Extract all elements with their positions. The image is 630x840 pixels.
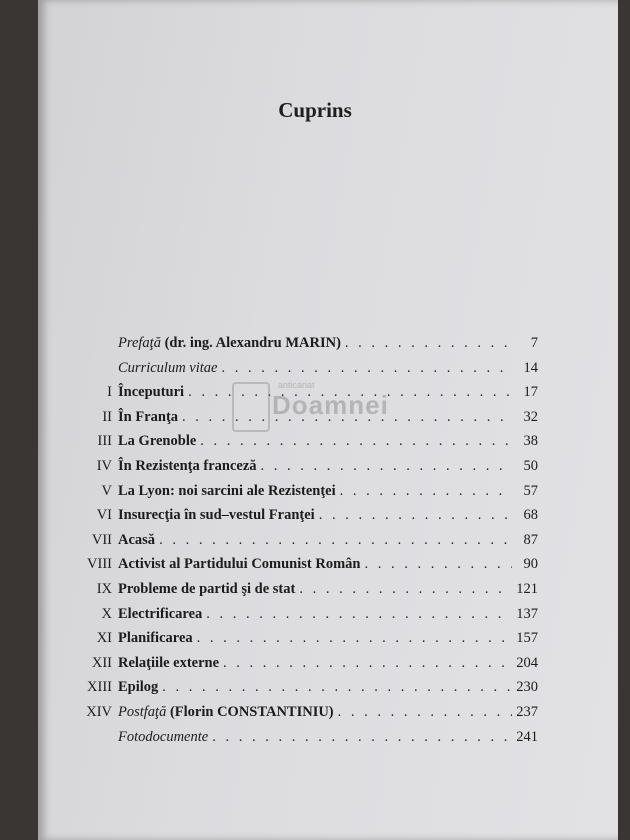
dot-leader — [212, 729, 512, 746]
toc-entry — [118, 507, 538, 524]
page-number: 241 — [516, 728, 538, 745]
page-number: 50 — [523, 458, 538, 474]
chapter-title — [118, 679, 158, 696]
chapter-title-bold: Insurecţia în sud–vestul Franţei — [118, 507, 315, 524]
toc-entry — [118, 630, 538, 647]
page-number: 157 — [516, 630, 538, 647]
chapter-number: V — [101, 482, 112, 499]
chapter-title-bold: Începuturi — [118, 384, 185, 401]
chapter-number: IX — [96, 581, 112, 597]
chapter-title-italic: Fotodocumente — [118, 728, 209, 745]
chapter-number: III — [97, 433, 112, 450]
toc-row — [78, 458, 538, 482]
chapter-title-bold: La Grenoble — [118, 433, 197, 450]
dot-leader — [338, 704, 512, 721]
page-number: 17 — [523, 384, 538, 401]
toc-entry — [118, 679, 538, 696]
page-number: 38 — [523, 433, 538, 450]
chapter-title — [118, 532, 155, 549]
chapter-title-bold: Epilog — [118, 679, 159, 696]
page-number: 237 — [516, 704, 538, 720]
chapter-title-bold: În Franţa — [118, 408, 179, 425]
chapter-title — [118, 360, 217, 377]
chapter-title — [118, 581, 295, 598]
chapter-title-bold: Acasă — [118, 531, 156, 548]
toc-row — [78, 507, 538, 531]
dot-leader — [197, 630, 512, 647]
page-number: 90 — [523, 556, 538, 573]
chapter-title — [118, 630, 193, 647]
dot-leader — [299, 581, 512, 598]
chapter-title — [118, 433, 196, 450]
chapter-title-bold: Electrificarea — [118, 605, 203, 622]
chapter-number: VI — [96, 507, 112, 524]
dot-leader — [162, 679, 512, 696]
page-number: 7 — [530, 335, 538, 351]
dot-leader — [365, 556, 513, 573]
toc-entry — [118, 532, 538, 549]
chapter-title-italic: Curriculum vitae — [118, 359, 218, 376]
chapter-title — [118, 729, 208, 746]
toc-row — [78, 630, 538, 654]
chapter-title — [118, 458, 257, 475]
chapter-title-italic: Postfaţă — [118, 704, 167, 720]
page-number: 14 — [523, 359, 538, 376]
chapter-title — [118, 704, 334, 721]
toc-row — [78, 556, 538, 580]
chapter-title — [118, 384, 184, 401]
toc-row — [78, 581, 538, 605]
page-number: 121 — [516, 581, 538, 597]
toc-row — [78, 729, 538, 753]
dot-leader — [159, 532, 512, 549]
toc-entry — [118, 360, 538, 377]
chapter-title-bold: Relaţiile externe — [118, 654, 220, 671]
chapter-number: I — [107, 384, 112, 401]
toc-entry — [118, 606, 538, 623]
page-title: Cuprins — [278, 98, 352, 122]
chapter-title-bold: La Lyon: noi sarcini ale Rezistenţei — [118, 482, 336, 499]
toc-row — [78, 606, 538, 630]
chapter-number: IV — [96, 458, 112, 474]
page-number: 87 — [523, 531, 538, 548]
toc-entry — [118, 581, 538, 598]
chapter-title-bold: (dr. ing. Alexandru MARIN) — [164, 335, 341, 351]
toc-entry — [118, 729, 538, 746]
watermark-logo — [232, 380, 389, 440]
dot-leader — [223, 655, 512, 672]
chapter-title — [118, 606, 202, 623]
toc-entry — [118, 335, 538, 352]
chapter-title — [118, 335, 341, 352]
chapter-number: X — [101, 605, 112, 622]
chapter-number: VII — [91, 531, 112, 548]
toc-row — [78, 335, 538, 359]
page-number: 137 — [516, 605, 538, 622]
toc-row — [78, 655, 538, 679]
toc-entry — [118, 483, 538, 500]
chapter-number: XI — [96, 630, 112, 647]
page-number: 68 — [523, 507, 538, 524]
chapter-title — [118, 507, 315, 524]
chapter-title-bold: Probleme de partid şi de stat — [118, 581, 296, 597]
toc-entry — [118, 458, 538, 475]
dot-leader — [340, 483, 512, 500]
chapter-number: VIII — [87, 556, 112, 573]
chapter-title — [118, 409, 178, 426]
toc-row — [78, 532, 538, 556]
toc-row — [78, 483, 538, 507]
toc-entry — [118, 704, 538, 721]
toc-entry — [118, 655, 538, 672]
chapter-title-italic: Prefaţă — [118, 335, 161, 351]
dot-leader — [319, 507, 512, 524]
watermark-big-text: Doamnei — [272, 390, 389, 420]
chapter-title — [118, 556, 361, 573]
page-number: 230 — [516, 679, 538, 696]
chapter-title-bold: În Rezistenţa franceză — [118, 458, 257, 474]
dot-leader — [261, 458, 512, 475]
page-number: 204 — [516, 654, 538, 671]
toc-entry — [118, 556, 538, 573]
toc-row — [78, 704, 538, 728]
chapter-title — [118, 483, 336, 500]
dot-leader — [206, 606, 512, 623]
page-number: 32 — [523, 408, 538, 425]
toc-row — [78, 679, 538, 703]
watermark-book-icon — [232, 382, 270, 432]
dot-leader — [345, 335, 512, 352]
chapter-title-bold: Activist al Partidului Comunist Român — [118, 556, 361, 573]
dot-leader — [221, 360, 512, 377]
chapter-title-bold: Planificarea — [118, 630, 193, 647]
page-number: 57 — [523, 482, 538, 499]
watermark-small-text: anticariat — [278, 380, 315, 390]
chapter-title — [118, 655, 219, 672]
chapter-number: XII — [91, 654, 112, 671]
chapter-number: II — [102, 408, 112, 425]
chapter-number: XIII — [87, 679, 112, 696]
chapter-number: XIV — [86, 704, 112, 720]
chapter-title-bold: (Florin CONSTANTINIU) — [169, 704, 334, 720]
